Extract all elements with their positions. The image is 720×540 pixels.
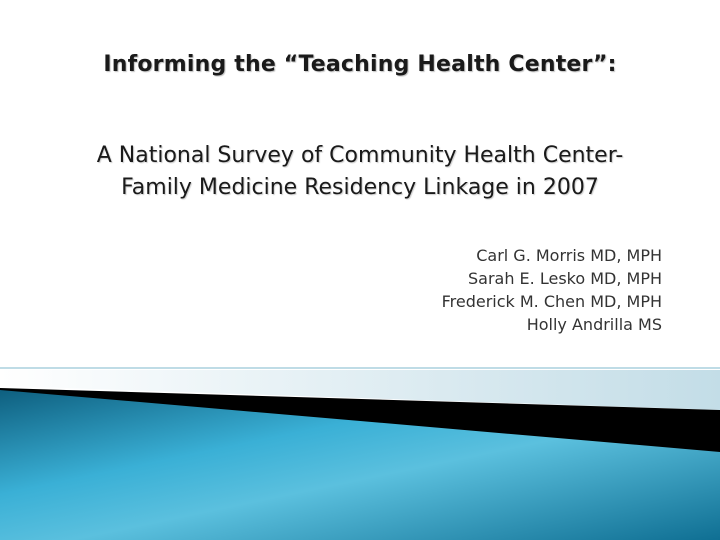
author-name: Holly Andrilla MS — [526, 315, 662, 334]
author-name: Frederick M. Chen MD, MPH — [441, 292, 662, 311]
subtitle-line-2: Family Medicine Residency Linkage in 2007 — [121, 175, 599, 200]
author-list — [442, 244, 662, 336]
author-name: Carl G. Morris MD, MPH — [476, 246, 662, 265]
slide-subtitle — [20, 140, 700, 204]
author-name: Sarah E. Lesko MD, MPH — [467, 269, 662, 288]
slide-title: Informing the “Teaching Health Center”: — [103, 52, 617, 77]
subtitle-line-1: A National Survey of Community Health Center- — [96, 143, 624, 168]
decorative-footer-graphic — [0, 360, 720, 540]
